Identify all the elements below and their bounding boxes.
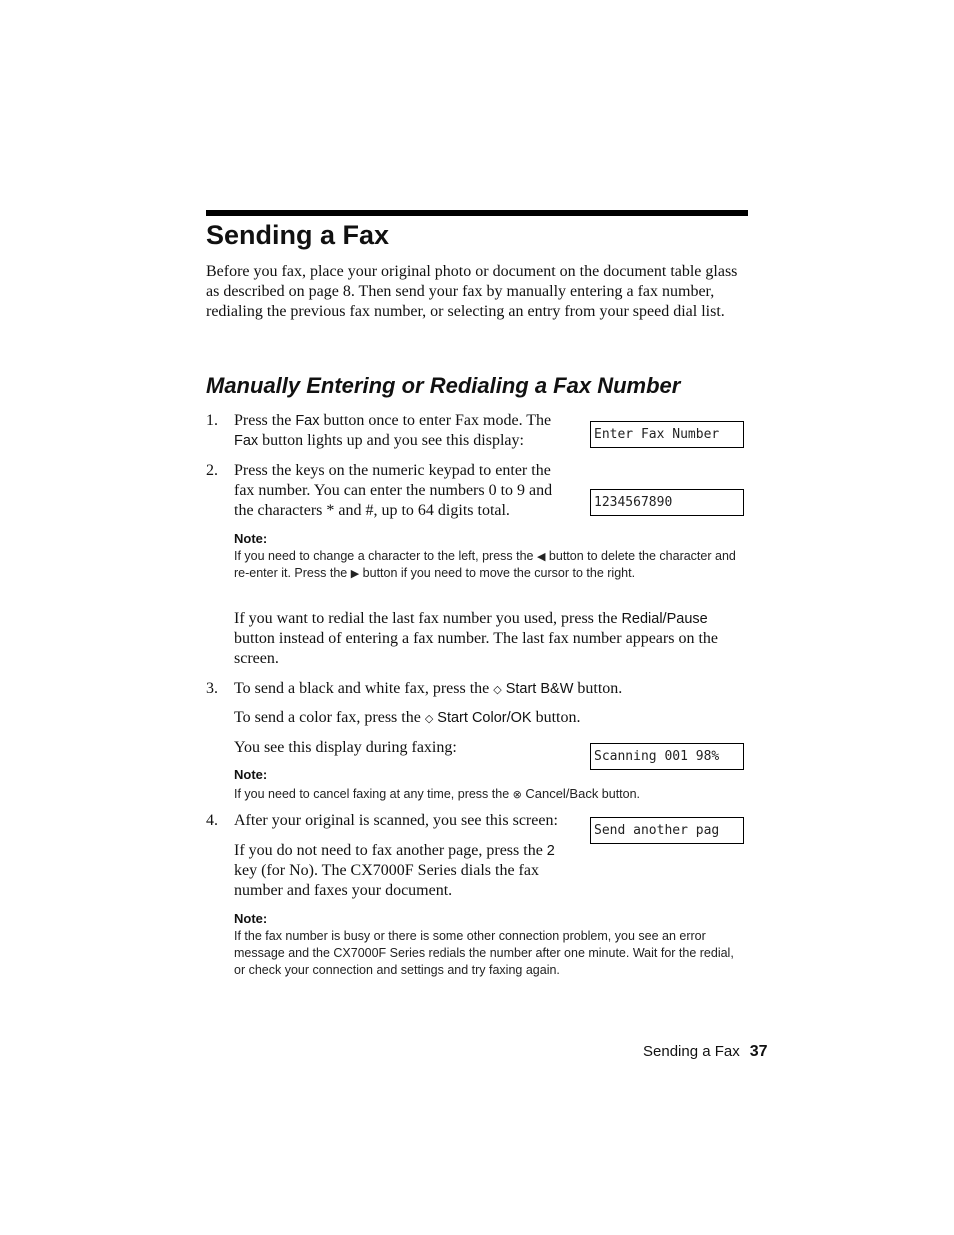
lcd-display-scanning: Scanning 001 98% [590,743,744,770]
start-bw-key-label: Start B&W [505,681,574,697]
step-2-text: Press the keys on the numeric keypad to enter the fax number. You can enter the numbers 0 to 9 and the characters * and #, up to 64 digits total. [234,462,553,519]
note-1-heading: Note: [234,531,268,546]
step-4-text: After your original is scanned, you see this screen: [234,812,558,829]
section-title: Manually Entering or Redialing a Fax Number [206,373,681,398]
cancel-back-key-label: Cancel/Back [525,786,599,801]
diamond-start-icon: ◇ [424,712,434,725]
lcd-display-enter-fax-number: Enter Fax Number [590,421,744,448]
page-footer [643,1042,768,1062]
page-number: 37 [749,1043,768,1060]
note-2-text: If you need to cancel faxing at any time, press the ⊗ Cancel/Back button. [234,786,641,801]
step-1-number: 1. [206,412,218,429]
fax-key-label-2: Fax [234,433,259,449]
note-2-heading: Note: [234,767,268,782]
step-3-color-text: To send a color fax, press the ◇ Start Color/OK button. [234,709,581,726]
stop-circle-icon: ⊗ [512,788,522,801]
redial-pause-key-label: Redial/Pause [621,611,708,627]
fax-key-label: Fax [295,413,320,429]
step-3-number: 3. [206,680,218,697]
diamond-start-icon: ◇ [493,683,502,696]
step-2-number: 2. [206,462,218,479]
step-4-more-text: If you do not need to fax another page, press the 2 key (for No). The CX7000F Series dials the fax number and faxes your document. [234,842,555,899]
step-3-text: To send a black and white fax, press the ◇ Start B&W button. [234,680,623,697]
lcd-display-send-another-page: Send another pag [590,817,744,844]
step-4-number: 4. [206,812,218,829]
step-1-text: Press the Fax button once to enter Fax mode. The Fax button lights up and you see this display: [234,412,552,449]
step-3-display-text: You see this display during faxing: [234,739,457,756]
lcd-display-fax-number: 1234567890 [590,489,744,516]
left-triangle-icon: ◀ [536,550,546,563]
note-3-heading: Note: [234,911,268,926]
redial-paragraph: If you want to redial the last fax number you used, press the Redial/Pause button instead of entering a fax number. The last fax number appears on the screen. [234,610,718,667]
footer-section: Sending a Fax [643,1043,740,1060]
intro-paragraph: Before you fax, place your original photo or document on the document table glass as described on page 8. Then send your fax by manually entering a fax number, redialing the previous fax number, or selecting an entry from your speed dial list. [206,263,738,320]
note-3-text: If the fax number is busy or there is some other connection problem, you see an error message and the CX7000F Series redials the number after one minute. Wait for the redial, or check your connection and settings and try faxing again. [234,929,734,977]
start-color-ok-key-label: Start Color/OK [437,710,532,726]
key-2-label: 2 [546,843,555,859]
page-title: Sending a Fax [206,220,390,250]
right-triangle-icon: ▶ [350,567,360,580]
note-1-text: If you need to change a character to the left, press the ◀ button to delete the character and re-enter it. Press the ▶ button if you need to move the cursor to the right. [234,549,736,580]
